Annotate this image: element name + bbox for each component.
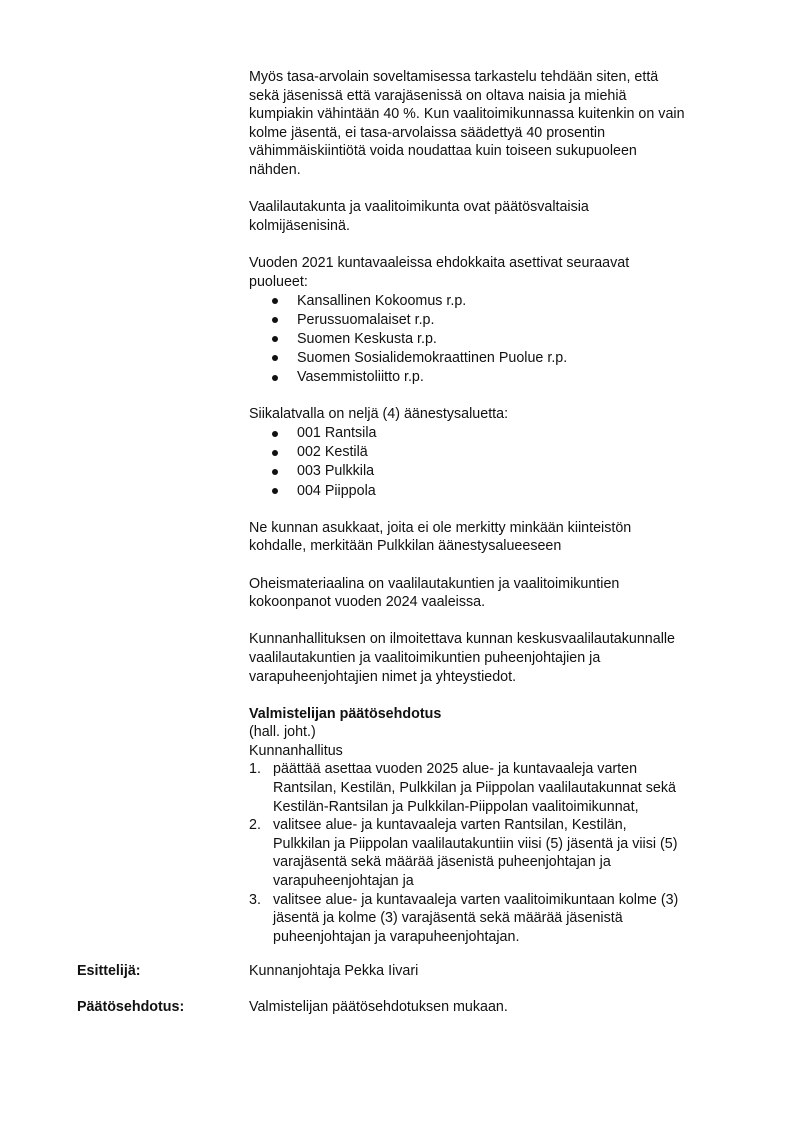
list-item: Kansallinen Kokoomus r.p. xyxy=(249,292,744,311)
item-text: päättää asettaa vuoden 2025 alue- ja kuntavaaleja varten Rantsilan, Kestilän, Pulkkilan ja Piippolan vaalilautakunnat sekä Kestilän-Rantsilan ja Pulkkilan-Piippolan vaalitoimikunnat, xyxy=(273,761,676,815)
main-text-column xyxy=(249,68,744,946)
item-number: 1. xyxy=(249,761,261,778)
paragraph-quorum: Vaalilautakunta ja vaalitoimikunta ovat päätösvaltaisia kolmijäsenisinä. xyxy=(249,199,589,234)
list-item: 004 Piippola xyxy=(249,482,744,501)
list-item: Suomen Keskusta r.p. xyxy=(249,330,744,349)
proposal-items xyxy=(249,760,744,946)
presenter-label: Esittelijä: xyxy=(77,963,141,979)
list-item xyxy=(249,816,744,890)
paragraph-equality: Myös tasa-arvolain soveltamisessa tarkastelu tehdään siten, että sekä jäsenissä että varajäsenissä on oltava naisia ja miehiä kumpiakin vähintään 40 %. Kun vaalitoimikunnassa kuitenkin on vain kolme jäsentä, ei tasa-arvolaissa säädettyä 40 prosentin vähimmäiskiintiötä voida noudattaa kuin toiseen sukupuoleen nähden. xyxy=(249,69,685,178)
proposal-subject: Kunnanhallitus xyxy=(249,742,343,759)
decision-value: Valmistelijan päätösehdotuksen mukaan. xyxy=(249,999,508,1015)
list-item: 003 Pulkkila xyxy=(249,462,744,481)
paragraph-residents: Ne kunnan asukkaat, joita ei ole merkitty minkään kiinteistön kohdalle, merkitään Pulkkilan äänestysalueeseen xyxy=(249,519,632,555)
item-text: valitsee alue- ja kuntavaaleja varten vaalitoimikuntaan kolme (3) jäsentä ja kolme (3) varajäsentä sekä määrää jäsenistä puheenjohtajan ja varapuheenjohtajan. xyxy=(273,891,679,945)
item-number: 2. xyxy=(249,817,261,834)
paragraph-districts-intro: Siikalatvalla on neljä (4) äänestysaluetta: xyxy=(249,406,509,423)
decision-label: Päätösehdotus: xyxy=(77,999,185,1015)
paragraph-notification: Kunnanhallituksen on ilmoitettava kunnan keskusvaalilautakunnalle vaalilautakuntien ja vaalitoimikuntien puheenjohtajien ja varapuheenjohtajien nimet ja yhteystiedot. xyxy=(249,631,676,685)
list-item: 001 Rantsila xyxy=(249,424,744,443)
list-item: Perussuomalaiset r.p. xyxy=(249,311,744,330)
party-list xyxy=(249,292,744,387)
item-number: 3. xyxy=(249,891,261,908)
list-item xyxy=(249,760,744,816)
paragraph-parties-intro: Vuoden 2021 kuntavaaleissa ehdokkaita asettivat seuraavat puolueet: xyxy=(249,254,630,290)
proposal-author: (hall. joht.) xyxy=(249,724,316,741)
paragraph-attachment: Oheismateriaalina on vaalilautakuntien ja vaalitoimikuntien kokoonpanot vuoden 2024 vaaleissa. xyxy=(249,575,620,611)
item-text: valitsee alue- ja kuntavaaleja varten Rantsilan, Kestilän, Pulkkilan ja Piippolan vaalilautakuntiin viisi (5) jäsentä ja viisi (5) varajäsentä sekä määrää jäsenistä puheenjohtajan ja varapuheenjohtajan ja xyxy=(273,817,678,890)
proposal-heading: Valmistelijan päätösehdotus xyxy=(249,705,442,722)
list-item: Vasemmistoliitto r.p. xyxy=(249,368,744,387)
list-item: 002 Kestilä xyxy=(249,443,744,462)
list-item xyxy=(249,891,744,947)
district-list xyxy=(249,424,744,500)
presenter-value: Kunnanjohtaja Pekka Iivari xyxy=(249,963,419,979)
list-item: Suomen Sosialidemokraattinen Puolue r.p. xyxy=(249,349,744,368)
